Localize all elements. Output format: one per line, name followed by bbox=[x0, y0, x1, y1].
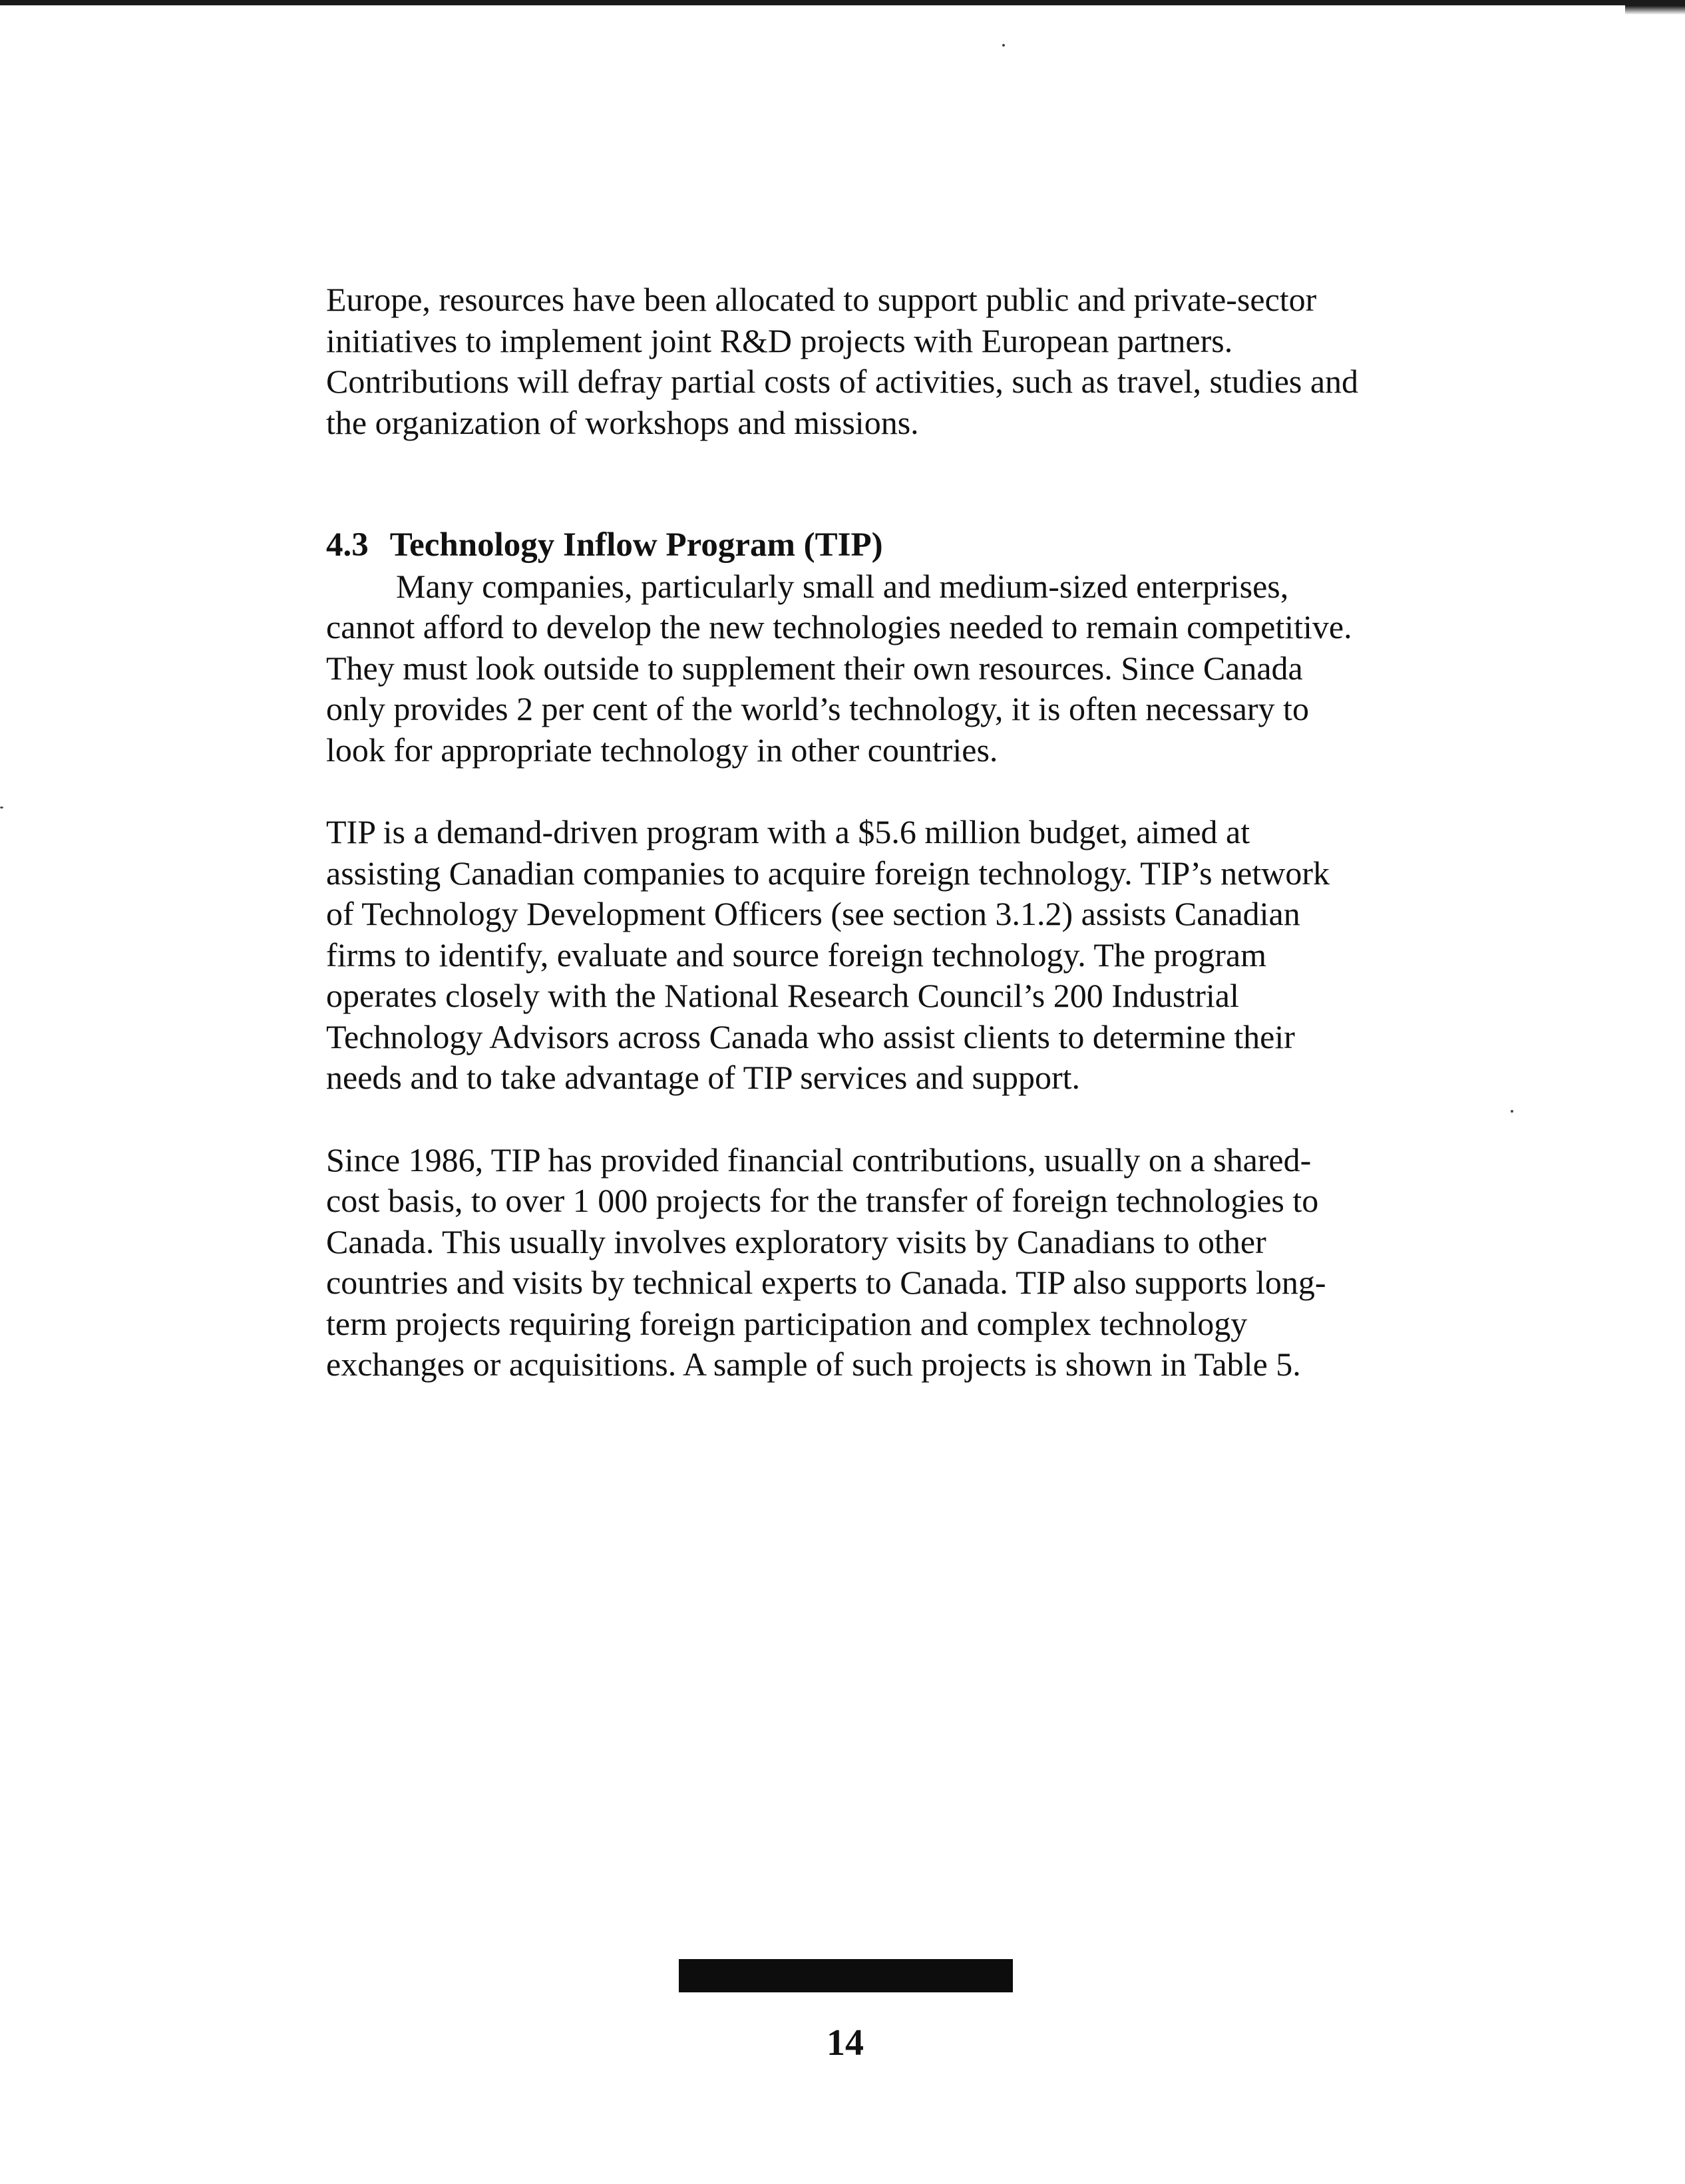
page-top-border-edge bbox=[1625, 0, 1685, 15]
page-top-border bbox=[0, 0, 1685, 5]
section-number: 4.3 bbox=[326, 526, 369, 564]
document-body bbox=[326, 279, 1364, 1385]
scan-speck bbox=[1511, 1110, 1513, 1113]
section-spacer bbox=[326, 443, 1364, 525]
section-heading bbox=[326, 525, 1364, 566]
section-paragraph-3: Since 1986, TIP has provided financial contributions, usually on a shared-cost basis, to over 1 000 projects for the transfer of foreign technologies to Canada. This usually involves exploratory visits by Canadians to other countries and visits by technical experts to Canada. TIP also supports long-term projects requiring foreign participation and complex technology exchanges or acquisitions. A sample of such projects is shown in Table 5. bbox=[326, 1141, 1326, 1383]
intro-paragraph: Europe, resources have been allocated to support public and private-sector initiatives to implement joint R&D projects with European partners. Contributions will defray partial costs of activities, such as travel, studies and the organization of workshops and missions. bbox=[326, 281, 1359, 441]
paragraph-spacer bbox=[326, 1099, 1364, 1140]
section-paragraph-2: TIP is a demand-driven program with a $5.6 million budget, aimed at assisting Canadian companies to acquire foreign technology. TIP’s network of Technology Development Officers (see section 3.1.2) assists Canadian firms to identify, evaluate and source foreign technology. The program operates closely with the National Research Council’s 200 Industrial Technology Advisors across Canada who assist clients to determine their needs and to take advantage of TIP services and support. bbox=[326, 813, 1330, 1096]
section-title: Technology Inflow Program (TIP) bbox=[389, 526, 883, 564]
scan-speck bbox=[1002, 44, 1005, 47]
section-paragraph-1: Many companies, particularly small and medium-sized enterprises, cannot afford to develop the new technologies needed to remain competitive. They must look outside to supplement their own resources. Since Canada only provides 2 per cent of the world’s technology, it is often necessary to look for appropriate technology in other countries. bbox=[326, 567, 1352, 769]
footer-black-bar bbox=[679, 1959, 1013, 1992]
page-number: 14 bbox=[827, 2022, 864, 2064]
paragraph-spacer bbox=[326, 771, 1364, 812]
scan-speck bbox=[0, 807, 3, 809]
